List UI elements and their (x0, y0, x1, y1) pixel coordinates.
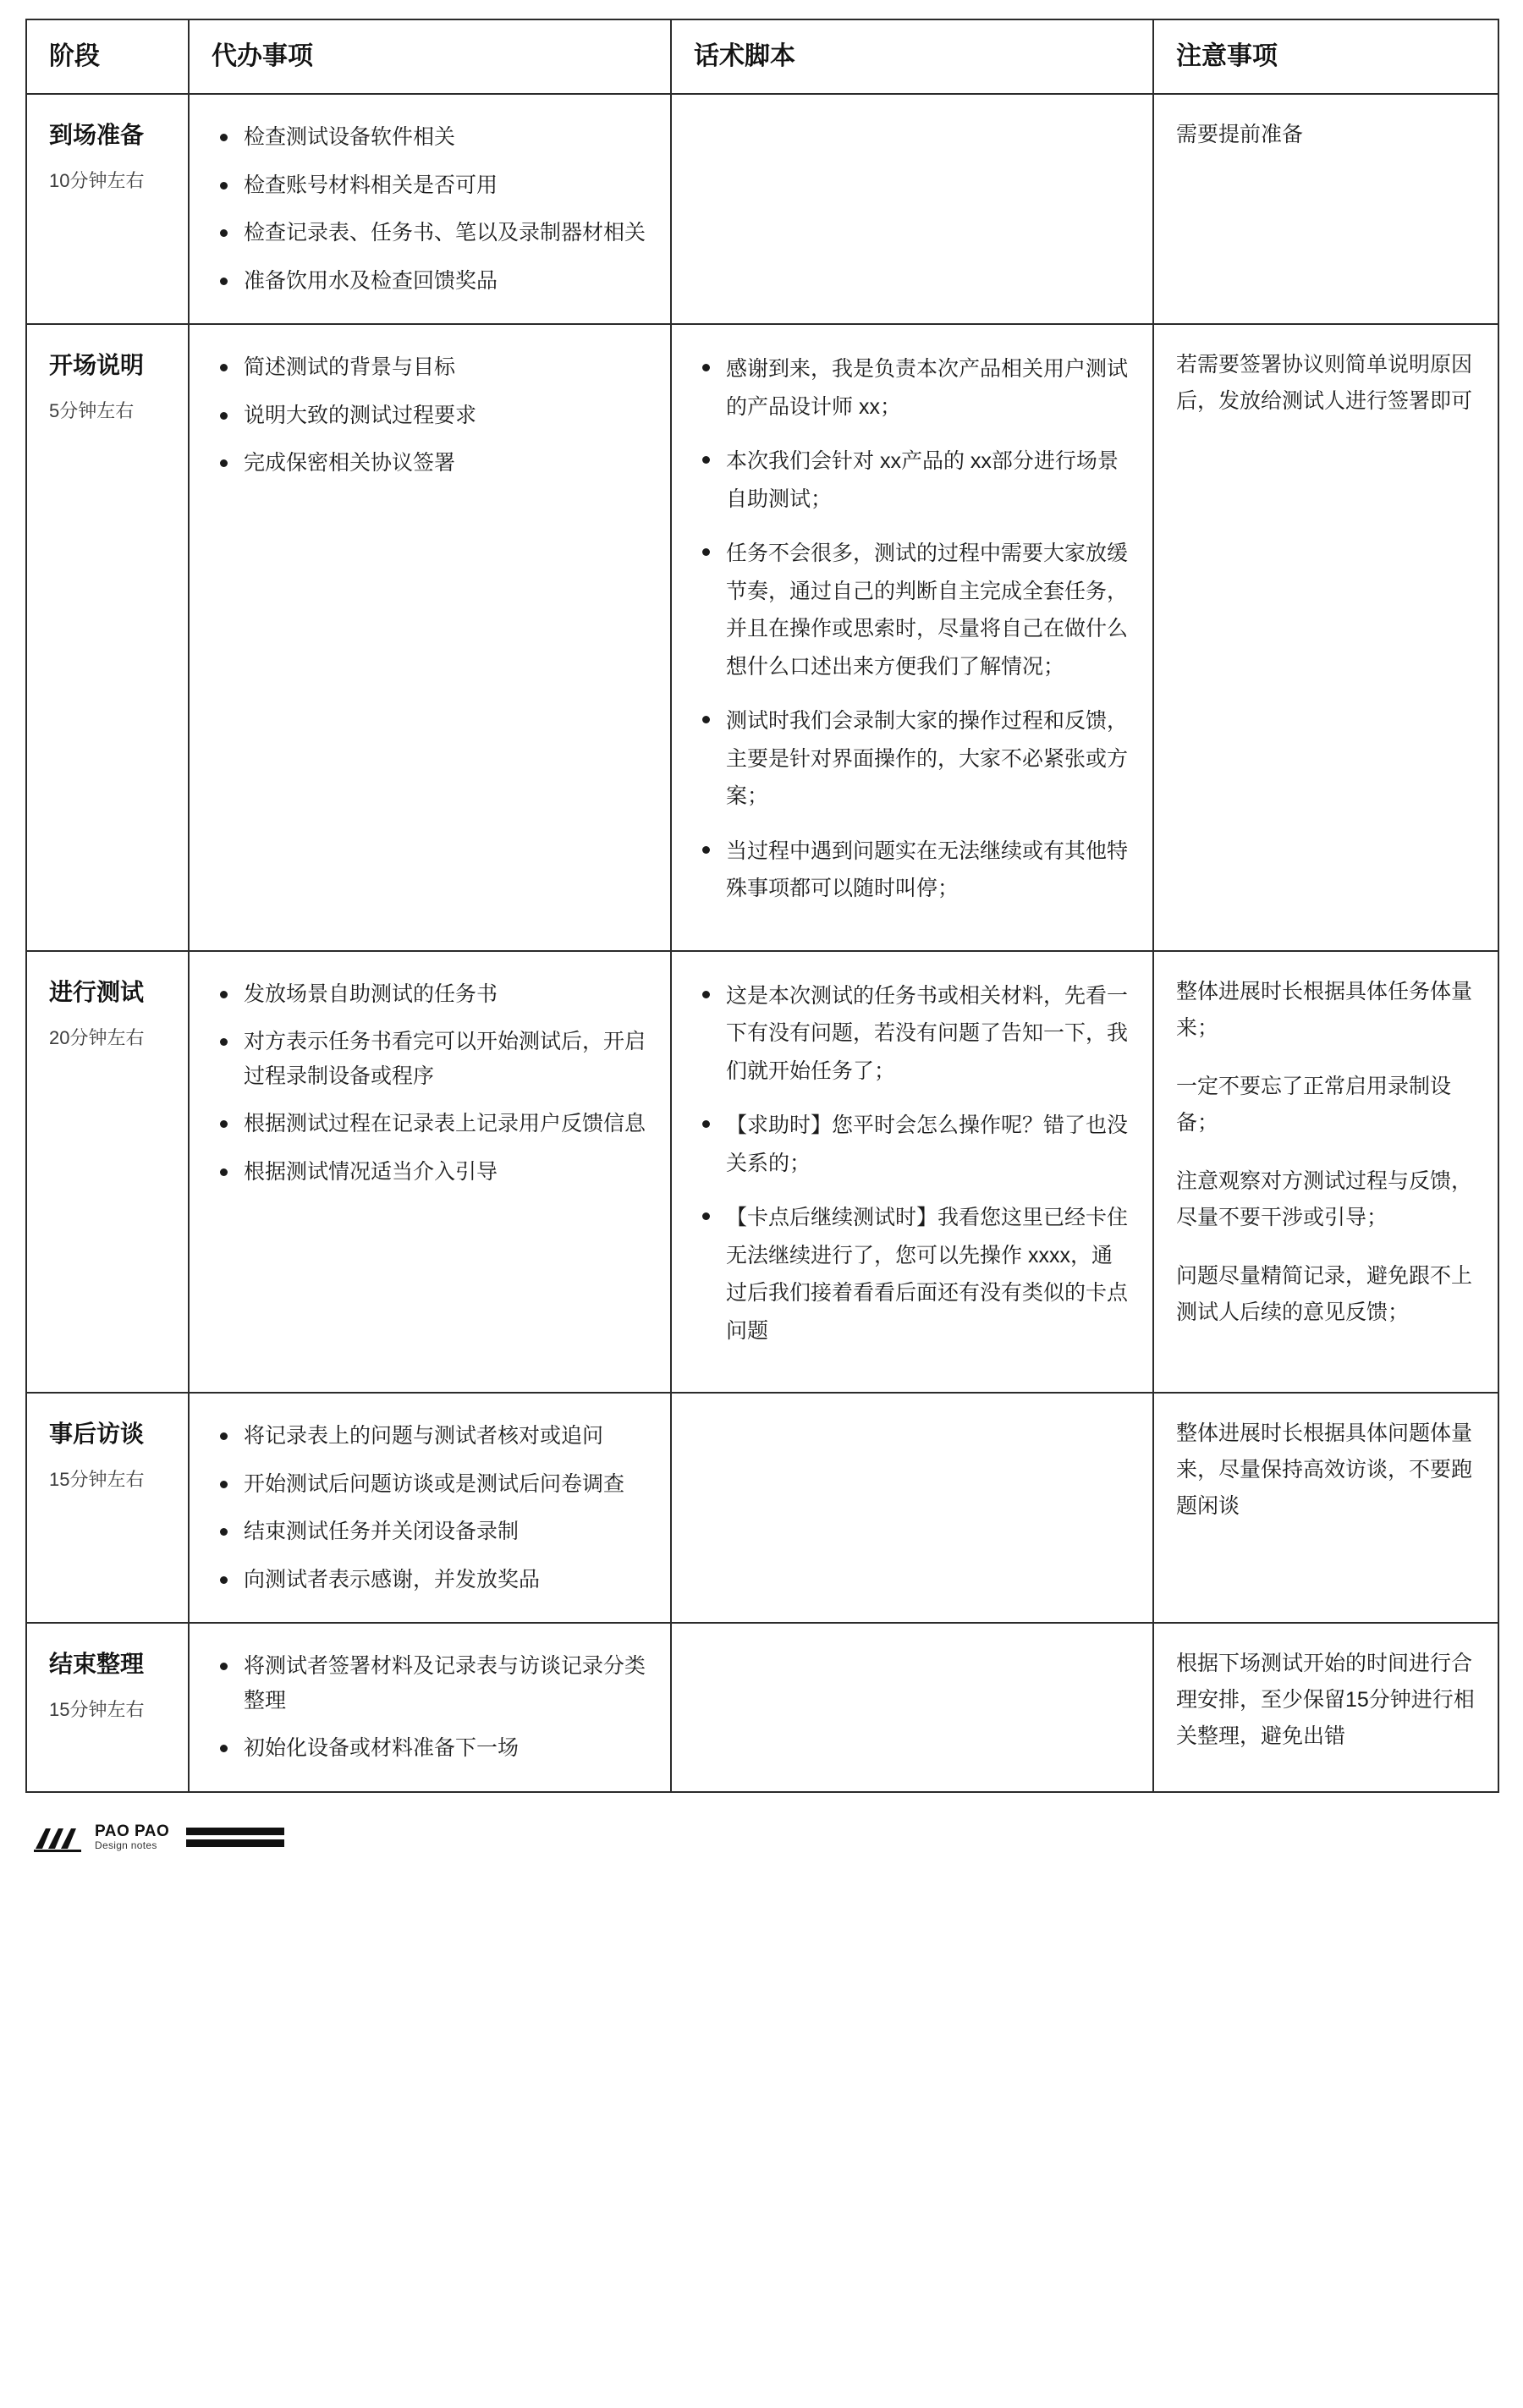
notes-cell (1153, 1393, 1498, 1623)
table-header (26, 19, 1498, 94)
logo-decoration-bars (186, 1828, 284, 1847)
list-item: 准备饮用水及检查回馈奖品 (240, 264, 648, 299)
list-item: 简述测试的背景与目标 (240, 350, 648, 385)
script-cell (671, 324, 1153, 951)
empty-content (694, 1646, 1130, 1647)
todo-cell (189, 1393, 671, 1623)
table-header-row (26, 19, 1498, 94)
todo-list (212, 350, 648, 481)
note-paragraph: 需要提前准备 (1176, 123, 1304, 146)
script-cell (671, 94, 1153, 324)
stage-name: 结束整理 (49, 1651, 145, 1677)
list-item: 根据测试过程在记录表上记录用户反馈信息 (240, 1107, 648, 1141)
stage-duration: 5分钟左右 (49, 400, 135, 422)
paopao-logo-icon (34, 1823, 83, 1852)
empty-content (694, 117, 1130, 118)
notes-cell (1153, 94, 1498, 324)
notes-cell (1153, 324, 1498, 951)
table-row (26, 94, 1498, 324)
list-item: 当过程中遇到问题实在无法继续或有其他特殊事项都可以随时叫停； (723, 833, 1130, 908)
notes-cell (1153, 1623, 1498, 1792)
logo-bar (186, 1828, 284, 1835)
script-list (694, 977, 1130, 1350)
note-paragraph: 整体进展时长根据具体任务体量来； (1176, 979, 1473, 1040)
stage-duration: 10分钟左右 (49, 170, 145, 192)
list-item: 说明大致的测试过程要求 (240, 399, 648, 433)
list-item: 开始测试后问题访谈或是测试后问卷调查 (240, 1467, 648, 1502)
list-item: 检查账号材料相关是否可用 (240, 168, 648, 203)
list-item: 测试时我们会录制大家的操作过程和反馈，主要是针对界面操作的，大家不必紧张或方案； (723, 702, 1130, 816)
logo-text-block (95, 1823, 169, 1851)
table-body (26, 94, 1498, 1792)
list-item: 发放场景自助测试的任务书 (240, 977, 648, 1012)
stage-cell (26, 1393, 189, 1623)
note-paragraph: 整体进展时长根据具体问题体量来，尽量保持高效访谈，不要跑题闲谈 (1176, 1421, 1473, 1518)
logo-title: PAO PAO (95, 1822, 170, 1841)
table-row (26, 324, 1498, 951)
script-cell (671, 951, 1153, 1394)
todo-cell (189, 1623, 671, 1792)
note-paragraph: 问题尽量精简记录，避免跟不上测试人后续的意见反馈； (1176, 1263, 1473, 1324)
list-item: 根据测试情况适当介入引导 (240, 1155, 648, 1190)
list-item: 【卡点后继续测试时】我看您这里已经卡住无法继续进行了，您可以先操作 xxxx，通过后我们接着看看后面还有没有类似的卡点问题 (723, 1199, 1130, 1350)
column-header-notes: 注意事项 (1153, 19, 1498, 94)
stage-name: 到场准备 (49, 122, 145, 148)
stage-name: 事后访谈 (49, 1421, 145, 1447)
footer-branding (25, 1823, 1498, 1852)
todo-list (212, 1419, 648, 1597)
list-item: 对方表示任务书看完可以开始测试后，开启过程录制设备或程序 (240, 1025, 648, 1093)
table-row (26, 1623, 1498, 1792)
todo-list (212, 1649, 648, 1766)
stage-name: 开场说明 (49, 352, 145, 378)
user-test-schedule-table (25, 19, 1499, 1793)
logo-bar (186, 1839, 284, 1847)
note-paragraph: 一定不要忘了正常启用录制设备； (1176, 1074, 1452, 1135)
logo-subtitle: Design notes (95, 1839, 157, 1852)
todo-list (212, 977, 648, 1190)
table-row (26, 951, 1498, 1394)
column-header-todo: 代办事项 (189, 19, 671, 94)
stage-name: 进行测试 (49, 978, 145, 1005)
todo-cell (189, 94, 671, 324)
column-header-stage: 阶段 (26, 19, 189, 94)
todo-cell (189, 324, 671, 951)
list-item: 检查测试设备软件相关 (240, 120, 648, 155)
note-paragraph: 若需要签署协议则简单说明原因后，发放给测试人进行签署即可 (1176, 353, 1473, 413)
list-item: 【求助时】您平时会怎么操作呢？错了也没关系的； (723, 1107, 1130, 1182)
note-paragraph: 注意观察对方测试过程与反馈，尽量不要干涉或引导； (1176, 1168, 1473, 1229)
stage-cell (26, 94, 189, 324)
stage-duration: 20分钟左右 (49, 1026, 145, 1048)
list-item: 感谢到来，我是负责本次产品相关用户测试的产品设计师 xx； (723, 350, 1130, 426)
column-header-script: 话术脚本 (671, 19, 1153, 94)
list-item: 这是本次测试的任务书或相关材料，先看一下有没有问题，若没有问题了告知一下，我们就开始任务了； (723, 977, 1130, 1091)
list-item: 结束测试任务并关闭设备录制 (240, 1515, 648, 1549)
stage-cell (26, 324, 189, 951)
list-item: 完成保密相关协议签署 (240, 446, 648, 481)
note-paragraph: 根据下场测试开始的时间进行合理安排，至少保留15分钟进行相关整理，避免出错 (1176, 1652, 1475, 1748)
list-item: 本次我们会针对 xx产品的 xx部分进行场景自助测试； (723, 443, 1130, 518)
stage-cell (26, 1623, 189, 1792)
list-item: 初始化设备或材料准备下一场 (240, 1731, 648, 1766)
todo-cell (189, 951, 671, 1394)
list-item: 检查记录表、任务书、笔以及录制器材相关 (240, 216, 648, 250)
table-row (26, 1393, 1498, 1623)
list-item: 将记录表上的问题与测试者核对或追问 (240, 1419, 648, 1454)
stage-cell (26, 951, 189, 1394)
script-cell (671, 1393, 1153, 1623)
list-item: 向测试者表示感谢，并发放奖品 (240, 1563, 648, 1597)
stage-duration: 15分钟左右 (49, 1469, 145, 1491)
stage-duration: 15分钟左右 (49, 1699, 145, 1721)
list-item: 将测试者签署材料及记录表与访谈记录分类整理 (240, 1649, 648, 1718)
script-list (694, 350, 1130, 908)
todo-list (212, 120, 648, 298)
script-cell (671, 1623, 1153, 1792)
notes-cell (1153, 951, 1498, 1394)
list-item: 任务不会很多，测试的过程中需要大家放缓节奏，通过自己的判断自主完成全套任务，并且在操作或思索时，尽量将自己在做什么想什么口述出来方便我们了解情况； (723, 535, 1130, 685)
